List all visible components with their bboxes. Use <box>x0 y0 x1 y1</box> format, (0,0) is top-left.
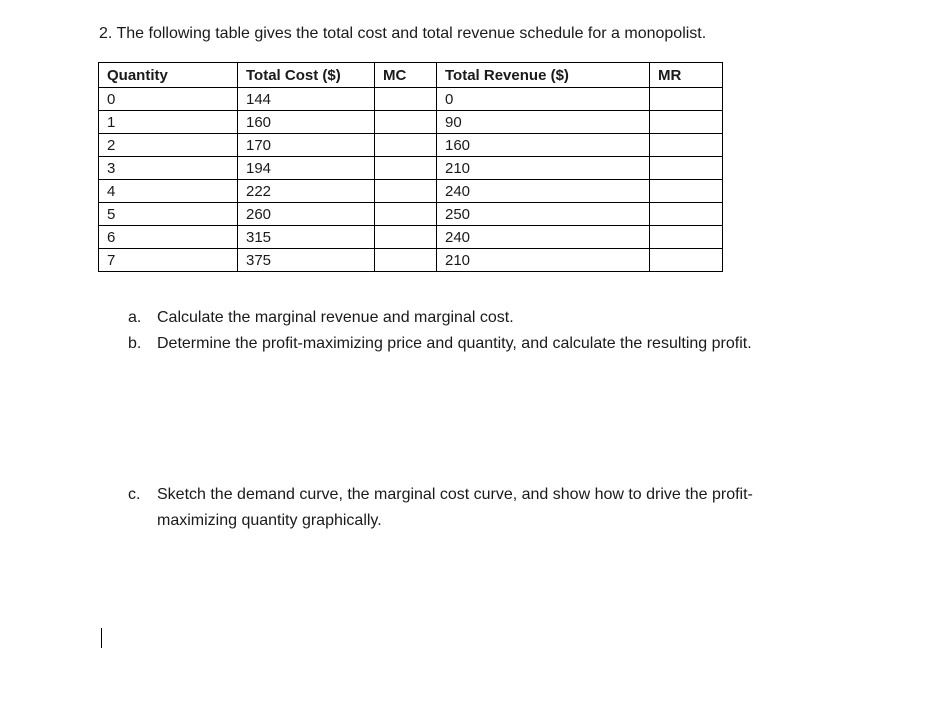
question-c-text: Sketch the demand curve, the marginal cost curve, and show how to drive the profit-maximizing quantity graphically. <box>157 486 753 529</box>
cell-mc <box>375 180 437 203</box>
cell-quantity: 6 <box>99 226 238 249</box>
cell-total-revenue: 250 <box>437 203 650 226</box>
cell-total-cost: 160 <box>238 111 375 134</box>
question-a-text: Calculate the marginal revenue and marginal cost. <box>157 309 514 326</box>
cell-mr <box>650 157 723 180</box>
cell-total-revenue: 240 <box>437 180 650 203</box>
header-total-revenue: Total Revenue ($) <box>437 63 650 88</box>
cell-total-cost: 315 <box>238 226 375 249</box>
cell-total-cost: 170 <box>238 134 375 157</box>
table-row <box>99 134 723 157</box>
cell-quantity: 5 <box>99 203 238 226</box>
cell-mr <box>650 180 723 203</box>
cell-total-revenue: 240 <box>437 226 650 249</box>
table-row <box>99 157 723 180</box>
table-row <box>99 180 723 203</box>
question-heading: 2. The following table gives the total cost and total revenue schedule for a monopolist. <box>99 25 707 42</box>
question-a <box>128 305 827 331</box>
table-row <box>99 88 723 111</box>
cell-quantity: 3 <box>99 157 238 180</box>
question-a-marker: a. <box>128 309 142 326</box>
cell-mr <box>650 134 723 157</box>
cell-mc <box>375 203 437 226</box>
header-total-cost: Total Cost ($) <box>238 63 375 88</box>
cell-total-cost: 260 <box>238 203 375 226</box>
cell-total-revenue: 0 <box>437 88 650 111</box>
cost-revenue-table <box>98 62 723 272</box>
cell-mr <box>650 226 723 249</box>
cell-mr <box>650 111 723 134</box>
cell-total-cost: 144 <box>238 88 375 111</box>
cell-quantity: 2 <box>99 134 238 157</box>
cell-mc <box>375 88 437 111</box>
question-b-text: Determine the profit-maximizing price and quantity, and calculate the resulting profit. <box>157 335 752 352</box>
cell-mc <box>375 226 437 249</box>
question-list-ab <box>128 305 827 357</box>
cell-total-revenue: 160 <box>437 134 650 157</box>
question-c-marker: c. <box>128 486 141 503</box>
question-b-marker: b. <box>128 335 142 352</box>
cell-mc <box>375 134 437 157</box>
cell-mr <box>650 88 723 111</box>
cell-mc <box>375 249 437 272</box>
text-cursor[interactable] <box>101 628 102 648</box>
cell-mc <box>375 157 437 180</box>
question-c <box>128 482 827 534</box>
header-mr: MR <box>650 63 723 88</box>
cell-mr <box>650 249 723 272</box>
cell-total-cost: 222 <box>238 180 375 203</box>
table-row <box>99 203 723 226</box>
cell-mr <box>650 203 723 226</box>
cell-total-cost: 375 <box>238 249 375 272</box>
question-b <box>128 331 827 357</box>
cell-quantity: 1 <box>99 111 238 134</box>
cell-quantity: 4 <box>99 180 238 203</box>
cell-quantity: 7 <box>99 249 238 272</box>
table-row <box>99 226 723 249</box>
table-header-row <box>99 63 723 88</box>
table-row <box>99 111 723 134</box>
cell-quantity: 0 <box>99 88 238 111</box>
table-row <box>99 249 723 272</box>
cell-mc <box>375 111 437 134</box>
header-quantity: Quantity <box>99 63 238 88</box>
cell-total-cost: 194 <box>238 157 375 180</box>
cell-total-revenue: 210 <box>437 157 650 180</box>
question-list-c <box>128 482 827 534</box>
cell-total-revenue: 210 <box>437 249 650 272</box>
cell-total-revenue: 90 <box>437 111 650 134</box>
header-mc: MC <box>375 63 437 88</box>
